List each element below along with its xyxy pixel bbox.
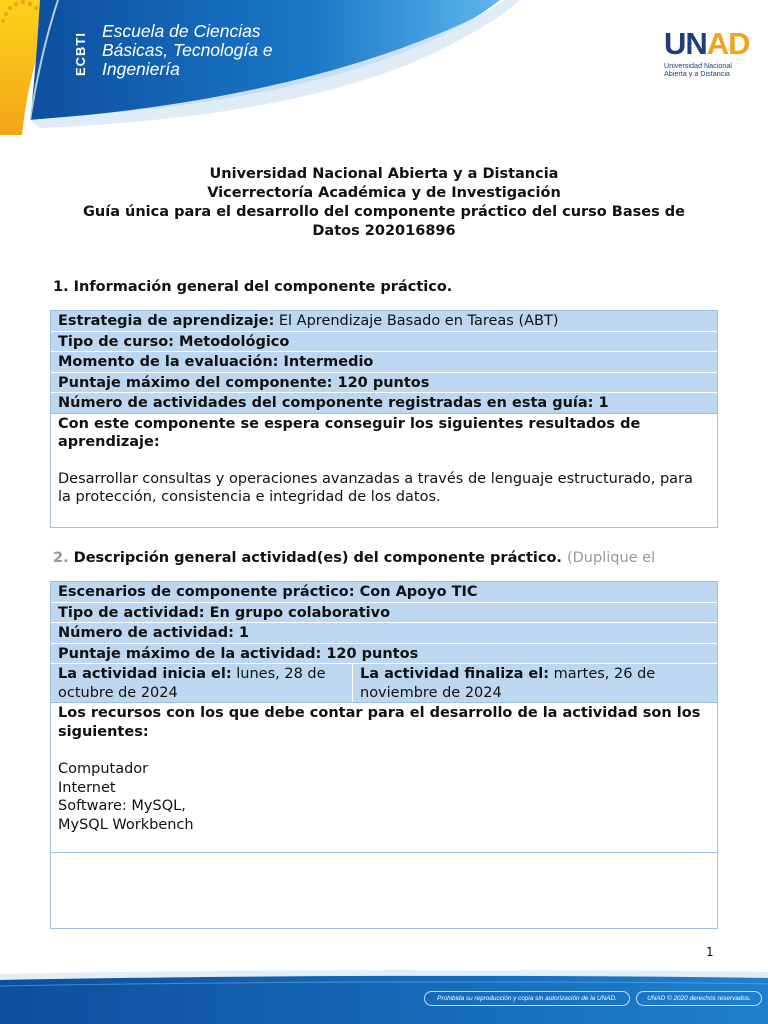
row-label: Escenarios de componente práctico: Con Apoyo TIC bbox=[58, 584, 478, 600]
empty-cell bbox=[51, 853, 717, 928]
resource-item: Internet bbox=[58, 779, 116, 796]
outcomes-label: Con este componente se espera conseguir los siguientes resultados de aprendizaje: bbox=[58, 415, 641, 450]
footer-banner bbox=[0, 968, 768, 1024]
row-label: Momento de la evaluación: Intermedio bbox=[58, 354, 374, 370]
document-titles bbox=[40, 165, 728, 241]
table-row bbox=[51, 332, 717, 353]
end-value: martes, 26 de noviembre de 2024 bbox=[360, 666, 656, 701]
activity-table bbox=[50, 581, 718, 929]
table-row bbox=[51, 393, 717, 414]
ecbti-vertical-label: ECBTI bbox=[73, 32, 88, 76]
logo-n: N bbox=[685, 26, 707, 61]
resources-label: Los recursos con los que debe contar para el desarrollo de la actividad son los siguientes: bbox=[58, 705, 701, 740]
row-label: Tipo de curso: Metodológico bbox=[58, 333, 290, 350]
row-label: Número de actividades del componente registradas en esta guía: 1 bbox=[58, 395, 609, 411]
logo-u: U bbox=[664, 26, 686, 61]
start-value: lunes, 28 de octubre de 2024 bbox=[58, 666, 326, 701]
row-label: Puntaje máximo de la actividad: 120 puntos bbox=[58, 645, 419, 662]
school-name bbox=[102, 22, 273, 79]
table-row bbox=[51, 352, 717, 373]
unad-logo-word bbox=[664, 26, 750, 62]
resources-cell bbox=[51, 703, 717, 853]
school-line: Ingeniería bbox=[102, 59, 180, 79]
outcomes-text: Desarrollar consultas y operaciones avanzadas a través de lenguaje estructurado, para la protección, consistencia e integridad de los datos. bbox=[58, 470, 693, 505]
copyright-notice: UNAD © 2020 derechos reservados. bbox=[636, 991, 762, 1006]
school-line: Básicas, Tecnología e bbox=[102, 40, 273, 60]
title-line: Guía única para el desarrollo del componente práctico del curso Bases de bbox=[83, 204, 685, 220]
unad-logo-subtitle bbox=[664, 62, 754, 78]
logo-sub-line: Universidad Nacional bbox=[664, 61, 732, 70]
end-date-cell bbox=[353, 664, 717, 702]
table-row bbox=[51, 582, 717, 603]
learning-outcomes-cell bbox=[51, 414, 717, 527]
start-label: La actividad inicia el: bbox=[58, 666, 232, 682]
table-row bbox=[51, 311, 717, 332]
row-value: El Aprendizaje Basado en Tareas (ABT) bbox=[274, 313, 559, 329]
table-row bbox=[51, 644, 717, 665]
row-label: Número de actividad: 1 bbox=[58, 625, 250, 641]
section-2-title: Descripción general actividad(es) del componente práctico. bbox=[73, 550, 562, 566]
title-line: Universidad Nacional Abierta y a Distancia bbox=[209, 166, 559, 182]
table-row bbox=[51, 623, 717, 644]
end-label: La actividad finaliza el: bbox=[360, 666, 550, 682]
school-line: Escuela de Ciencias bbox=[102, 21, 261, 41]
start-date-cell bbox=[51, 664, 353, 702]
page-number: 1 bbox=[706, 945, 714, 959]
row-label: Puntaje máximo del componente: 120 puntos bbox=[58, 374, 430, 391]
section-1-heading: 1. Información general del componente práctico. bbox=[53, 279, 453, 295]
row-label: Tipo de actividad: En grupo colaborativo bbox=[58, 604, 391, 621]
legal-notice: Prohibida su reproducción y copia sin autorización de la UNAD. bbox=[424, 991, 630, 1006]
title-line: Vicerrectoría Académica y de Investigación bbox=[207, 185, 561, 201]
section-2-hint: (Duplique el bbox=[566, 550, 656, 566]
row-label: Estrategia de aprendizaje: bbox=[58, 313, 275, 329]
resource-item: Software: MySQL, bbox=[58, 798, 186, 814]
section-2-number: 2. bbox=[53, 550, 69, 566]
unad-sun-dots-icon bbox=[0, 0, 82, 62]
table-row bbox=[51, 373, 717, 394]
title-line: Datos 202016896 bbox=[312, 223, 456, 239]
section-2-heading bbox=[53, 550, 655, 566]
logo-sub-line: Abierta y a Distancia bbox=[664, 69, 730, 78]
table-row-dates bbox=[51, 664, 717, 703]
resource-item: Computador bbox=[58, 761, 149, 777]
resource-item: MySQL Workbench bbox=[58, 816, 194, 833]
header-banner bbox=[0, 0, 768, 135]
logo-ad: AD bbox=[706, 26, 750, 61]
table-row bbox=[51, 603, 717, 624]
general-info-table bbox=[50, 310, 718, 528]
